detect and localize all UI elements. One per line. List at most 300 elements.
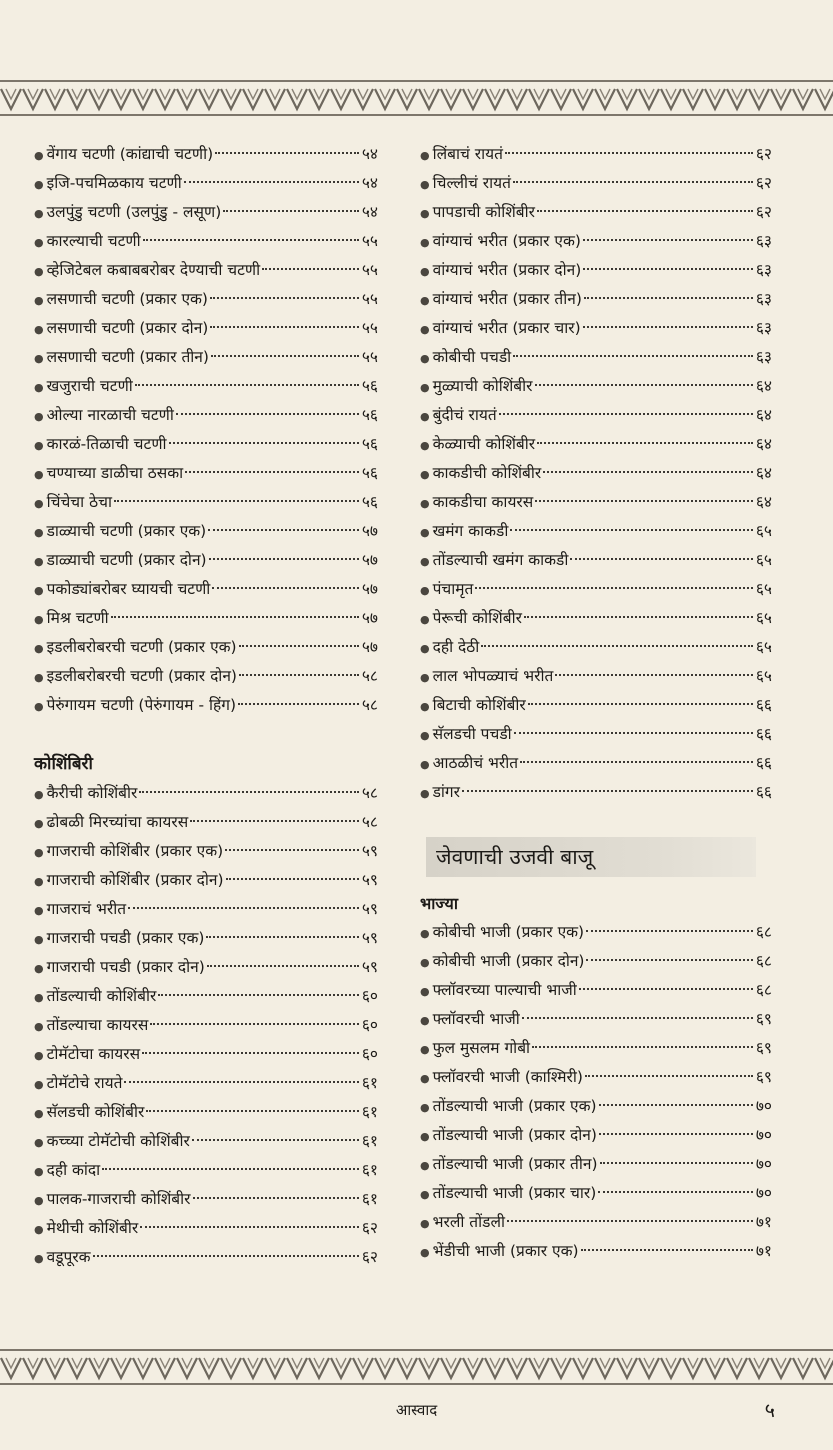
- dot-leader: [190, 820, 359, 822]
- toc-entry-title: वांग्याचं भरीत (प्रकार चार): [432, 319, 581, 337]
- dot-leader: [150, 1023, 359, 1025]
- toc-entry-title: काकडीचा कायरस: [432, 493, 534, 511]
- dot-leader: [535, 384, 753, 386]
- bullet-icon: ●: [420, 956, 430, 969]
- toc-entry-title: दही देठी: [432, 638, 480, 656]
- koshimbiri-heading: कोशिंबिरी: [34, 754, 93, 774]
- toc-entry: [34, 488, 378, 517]
- dot-leader: [158, 994, 359, 996]
- toc-entry: [34, 227, 378, 256]
- toc-entry-page: ६५: [755, 667, 772, 685]
- section-heading-box: जेवणाची उजवी बाजू: [426, 837, 756, 877]
- dot-leader: [239, 674, 359, 676]
- toc-entry-title: खमंग काकडी: [432, 522, 509, 540]
- toc-entry: [420, 1179, 772, 1208]
- dot-leader: [225, 849, 359, 851]
- toc-entry-title: कारल्याची चटणी: [46, 232, 141, 250]
- toc-entry-page: ५६: [361, 377, 378, 395]
- toc-entry: [34, 866, 378, 895]
- toc-entry: [34, 140, 378, 169]
- toc-entry: [34, 459, 378, 488]
- dot-leader: [114, 500, 359, 502]
- dot-leader: [537, 442, 753, 444]
- bullet-icon: ●: [420, 584, 430, 597]
- toc-entry-title: चण्याच्या डाळीचा ठसका: [46, 464, 184, 482]
- toc-entry-page: ५७: [361, 522, 378, 540]
- toc-entry: [34, 517, 378, 546]
- toc-entry-title: टोमॅटोचे रायते: [46, 1074, 123, 1092]
- toc-entry-page: ५९: [361, 958, 378, 976]
- toc-entry: [34, 198, 378, 227]
- bottom-decorative-border: [0, 1349, 833, 1385]
- bullet-icon: ●: [34, 294, 44, 307]
- toc-entry: [34, 430, 378, 459]
- toc-entry-title: लसणाची चटणी (प्रकार एक): [46, 290, 208, 308]
- toc-entry-title: फ्लॉवरची भाजी: [432, 1010, 520, 1028]
- dot-leader: [142, 1052, 359, 1054]
- toc-entry: [420, 1092, 772, 1121]
- bhajya-list: [420, 918, 772, 1266]
- dot-leader: [505, 152, 753, 154]
- dot-leader: [586, 930, 753, 932]
- toc-entry: [420, 1121, 772, 1150]
- bullet-icon: ●: [34, 236, 44, 249]
- zigzag-pattern-icon: [0, 1351, 833, 1383]
- dot-leader: [93, 1255, 359, 1257]
- toc-entry-title: वडूपूरक: [46, 1248, 91, 1266]
- toc-entry-title: गाजराची पचडी (प्रकार दोन): [46, 958, 205, 976]
- toc-entry-title: कच्च्या टोमॅटोची कोशिंबीर: [46, 1132, 190, 1150]
- dot-leader: [475, 587, 753, 589]
- toc-entry-page: ६३: [755, 261, 772, 279]
- toc-entry-page: ५६: [361, 406, 378, 424]
- dot-leader: [599, 1133, 753, 1135]
- bullet-icon: ●: [420, 555, 430, 568]
- toc-entry-page: ६४: [755, 435, 772, 453]
- toc-entry-title: ओल्या नारळाची चटणी: [46, 406, 174, 424]
- bullet-icon: ●: [420, 439, 430, 452]
- toc-entry: [34, 837, 378, 866]
- toc-entry: [420, 604, 772, 633]
- toc-entry-title: पापडाची कोशिंबीर: [432, 203, 536, 221]
- toc-entry: [34, 1069, 378, 1098]
- dot-leader: [176, 413, 359, 415]
- toc-entry-page: ५७: [361, 580, 378, 598]
- toc-entry-page: ६२: [755, 203, 772, 221]
- toc-entry: [34, 1098, 378, 1127]
- toc-entry-page: ६६: [755, 696, 772, 714]
- dot-leader: [184, 181, 359, 183]
- toc-entry: [420, 918, 772, 947]
- toc-entry-page: ६३: [755, 232, 772, 250]
- toc-entry: [34, 1185, 378, 1214]
- toc-entry-page: ६४: [755, 464, 772, 482]
- toc-entry-title: वांग्याचं भरीत (प्रकार एक): [432, 232, 581, 250]
- toc-entry-page: ६३: [755, 290, 772, 308]
- toc-entry-title: तोंडल्याची भाजी (प्रकार एक): [432, 1097, 597, 1115]
- toc-entry: [34, 1243, 378, 1272]
- toc-entry-page: ६५: [755, 638, 772, 656]
- dot-leader: [520, 761, 753, 763]
- bullet-icon: ●: [420, 927, 430, 940]
- bullet-icon: ●: [420, 787, 430, 800]
- toc-entry-title: सॅलडची पचडी: [432, 725, 512, 743]
- toc-entry: [420, 1005, 772, 1034]
- bullet-icon: ●: [420, 1246, 430, 1259]
- toc-entry: [34, 1011, 378, 1040]
- toc-entry: [420, 947, 772, 976]
- toc-entry: [34, 169, 378, 198]
- toc-entry: [34, 1040, 378, 1069]
- toc-entry-page: ६०: [361, 987, 378, 1005]
- toc-entry: [34, 401, 378, 430]
- dot-leader: [206, 936, 358, 938]
- toc-entry-title: कैरीची कोशिंबीर: [46, 784, 138, 802]
- dot-leader: [537, 210, 753, 212]
- toc-entry: [420, 198, 772, 227]
- dot-leader: [570, 558, 753, 560]
- dot-leader: [462, 790, 753, 792]
- bullet-icon: ●: [34, 352, 44, 365]
- toc-entry-page: ६५: [755, 551, 772, 569]
- toc-entry-page: ६६: [755, 754, 772, 772]
- toc-entry-page: ६१: [361, 1132, 378, 1150]
- toc-entry: [420, 314, 772, 343]
- toc-entry: [420, 372, 772, 401]
- bullet-icon: ●: [420, 294, 430, 307]
- bullet-icon: ●: [34, 178, 44, 191]
- bullet-icon: ●: [34, 1107, 44, 1120]
- toc-entry-page: ६९: [755, 1010, 772, 1028]
- dot-leader: [510, 529, 753, 531]
- toc-entry: [34, 633, 378, 662]
- toc-entry: [420, 546, 772, 575]
- toc-entry-title: इडलीबरोबरची चटणी (प्रकार एक): [46, 638, 237, 656]
- dot-leader: [579, 988, 753, 990]
- bullet-icon: ●: [420, 1101, 430, 1114]
- toc-entry-page: ६१: [361, 1074, 378, 1092]
- toc-entry-page: ५६: [361, 435, 378, 453]
- bhajya-heading: भाज्या: [420, 894, 458, 913]
- bullet-icon: ●: [34, 1223, 44, 1236]
- dot-leader: [223, 210, 359, 212]
- toc-entry: [420, 169, 772, 198]
- dot-leader: [169, 442, 359, 444]
- toc-entry-title: कोबीची भाजी (प्रकार दोन): [432, 952, 585, 970]
- toc-entry: [420, 343, 772, 372]
- bullet-icon: ●: [34, 1194, 44, 1207]
- bullet-icon: ●: [34, 497, 44, 510]
- toc-entry-title: वेंगाय चटणी (कांद्याची चटणी): [46, 145, 214, 163]
- bullet-icon: ●: [420, 1217, 430, 1230]
- toc-entry: [34, 1214, 378, 1243]
- dot-leader: [586, 959, 752, 961]
- toc-entry-title: केळ्याची कोशिंबीर: [432, 435, 536, 453]
- toc-entry-title: ढोबळी मिरच्यांचा कायरस: [46, 813, 189, 831]
- toc-entry-page: ६८: [755, 923, 772, 941]
- dot-leader: [238, 703, 359, 705]
- dot-leader: [210, 326, 359, 328]
- bullet-icon: ●: [34, 381, 44, 394]
- toc-entry-title: काकडीची कोशिंबीर: [432, 464, 542, 482]
- dot-leader: [215, 152, 359, 154]
- toc-entry-page: ७१: [755, 1213, 772, 1231]
- toc-entry-page: ६९: [755, 1068, 772, 1086]
- toc-entry-title: पेरूची कोशिंबीर: [432, 609, 522, 627]
- dot-leader: [135, 384, 359, 386]
- dot-leader: [499, 413, 753, 415]
- toc-entry: [420, 1237, 772, 1266]
- toc-entry-title: कारळं-तिळाची चटणी: [46, 435, 167, 453]
- toc-entry-page: ५७: [361, 551, 378, 569]
- toc-entry-page: ६९: [755, 1039, 772, 1057]
- toc-entry: [34, 691, 378, 720]
- toc-entry: [420, 575, 772, 604]
- toc-entry: [420, 140, 772, 169]
- toc-entry-page: ५८: [361, 813, 378, 831]
- toc-entry: [420, 1208, 772, 1237]
- toc-entry: [420, 459, 772, 488]
- dot-leader: [140, 1226, 359, 1228]
- toc-entry-title: आठळीचं भरीत: [432, 754, 519, 772]
- toc-entry-title: डाळ्याची चटणी (प्रकार दोन): [46, 551, 207, 569]
- bullet-icon: ●: [420, 410, 430, 423]
- toc-entry-title: भरली तोंडली: [432, 1213, 505, 1231]
- bullet-icon: ●: [420, 323, 430, 336]
- toc-entry-page: ५५: [361, 290, 378, 308]
- dot-leader: [507, 1220, 753, 1222]
- toc-entry-title: पेरुंगायम चटणी (पेरुंगायम - हिंग): [46, 696, 236, 714]
- toc-entry-title: तोंडल्याची भाजी (प्रकार दोन): [432, 1126, 597, 1144]
- toc-entry-title: लाल भोपळ्याचं भरीत: [432, 667, 554, 685]
- toc-entry-page: ५५: [361, 261, 378, 279]
- dot-leader: [111, 616, 359, 618]
- toc-entry-title: व्हेजिटेबल कबाबबरोबर देण्याची चटणी: [46, 261, 261, 279]
- toc-entry-page: ६८: [755, 981, 772, 999]
- bullet-icon: ●: [34, 846, 44, 859]
- bullet-icon: ●: [34, 265, 44, 278]
- bullet-icon: ●: [34, 817, 44, 830]
- toc-entry-title: पकोड्यांबरोबर घ्यायची चटणी: [46, 580, 211, 598]
- dot-leader: [193, 1197, 359, 1199]
- toc-entry-title: गाजराची पचडी (प्रकार एक): [46, 929, 205, 947]
- dot-leader: [128, 907, 359, 909]
- top-decorative-border: [0, 80, 833, 116]
- toc-entry-title: वांग्याचं भरीत (प्रकार दोन): [432, 261, 582, 279]
- toc-right-column: [420, 140, 772, 1266]
- toc-entry-page: ६१: [361, 1190, 378, 1208]
- dot-leader: [185, 471, 359, 473]
- bullet-icon: ●: [420, 1188, 430, 1201]
- bullet-icon: ●: [34, 1252, 44, 1265]
- toc-entry-page: ६४: [755, 493, 772, 511]
- toc-entry-page: ६२: [361, 1248, 378, 1266]
- dot-leader: [514, 732, 753, 734]
- dot-leader: [524, 616, 753, 618]
- toc-entry: [34, 343, 378, 372]
- bullet-icon: ●: [34, 933, 44, 946]
- toc-entry-title: लसणाची चटणी (प्रकार तीन): [46, 348, 209, 366]
- toc-entry: [420, 749, 772, 778]
- dot-leader: [513, 355, 753, 357]
- bullet-icon: ●: [34, 149, 44, 162]
- toc-entry: [420, 1063, 772, 1092]
- dot-leader: [226, 878, 359, 880]
- dot-leader: [598, 1191, 753, 1193]
- bullet-icon: ●: [34, 788, 44, 801]
- zigzag-pattern-icon: [0, 82, 833, 114]
- bullet-icon: ●: [420, 1043, 430, 1056]
- chutney-list: [34, 140, 378, 720]
- bullet-icon: ●: [420, 149, 430, 162]
- toc-entry-page: ७०: [755, 1155, 772, 1173]
- toc-entry-title: सॅलडची कोशिंबीर: [46, 1103, 145, 1121]
- bullet-icon: ●: [420, 1159, 430, 1172]
- toc-entry-title: कोबीची भाजी (प्रकार एक): [432, 923, 585, 941]
- dot-leader: [210, 297, 359, 299]
- toc-entry-page: ५६: [361, 464, 378, 482]
- toc-entry-page: ७०: [755, 1126, 772, 1144]
- dot-leader: [599, 1104, 753, 1106]
- toc-entry: [420, 256, 772, 285]
- dot-leader: [584, 297, 753, 299]
- dot-leader: [583, 268, 753, 270]
- koshimbiri-continued-list: [420, 140, 772, 807]
- toc-entry-title: फ्लॉवरच्या पाल्याची भाजी: [432, 981, 577, 999]
- page-number: ५: [764, 1398, 775, 1422]
- dot-leader: [192, 1139, 359, 1141]
- toc-entry: [34, 953, 378, 982]
- toc-entry-title: चिंचेचा ठेचा: [46, 493, 112, 511]
- toc-entry: [420, 662, 772, 691]
- toc-entry-title: बिटाची कोशिंबीर: [432, 696, 526, 714]
- toc-entry-title: वांग्याचं भरीत (प्रकार तीन): [432, 290, 582, 308]
- toc-entry-page: ५६: [361, 493, 378, 511]
- toc-entry-page: ६५: [755, 522, 772, 540]
- bullet-icon: ●: [420, 526, 430, 539]
- bullet-icon: ●: [34, 642, 44, 655]
- dot-leader: [143, 239, 359, 241]
- toc-entry: [34, 314, 378, 343]
- toc-entry-title: तोंडल्याची भाजी (प्रकार चार): [432, 1184, 597, 1202]
- toc-entry: [34, 372, 378, 401]
- toc-entry-page: ५८: [361, 784, 378, 802]
- toc-entry-title: बुंदीचं रायतं: [432, 406, 497, 424]
- toc-entry-title: चिल्लीचं रायतं: [432, 174, 511, 192]
- dot-leader: [124, 1081, 358, 1083]
- toc-left-column: [34, 140, 378, 1272]
- bullet-icon: ●: [420, 207, 430, 220]
- toc-entry-title: डाळ्याची चटणी (प्रकार एक): [46, 522, 207, 540]
- toc-entry-page: ६८: [755, 952, 772, 970]
- bullet-icon: ●: [34, 526, 44, 539]
- toc-entry-title: उलपुंडु चटणी (उलपुंडु - लसूण): [46, 203, 222, 221]
- toc-entry: [420, 285, 772, 314]
- dot-leader: [211, 355, 359, 357]
- bullet-icon: ●: [34, 1136, 44, 1149]
- toc-entry-title: लिंबाचं रायतं: [432, 145, 503, 163]
- toc-entry-page: ६६: [755, 783, 772, 801]
- toc-entry-page: ५५: [361, 232, 378, 250]
- toc-entry-title: पंचामृत: [432, 580, 474, 598]
- toc-entry-title: गाजराचं भरीत: [46, 900, 127, 918]
- toc-entry-page: ६२: [361, 1219, 378, 1237]
- toc-entry-title: खजुराची चटणी: [46, 377, 133, 395]
- toc-entry-page: ५९: [361, 871, 378, 889]
- toc-entry-title: मिश्र चटणी: [46, 609, 109, 627]
- toc-entry: [420, 976, 772, 1005]
- toc-entry: [34, 924, 378, 953]
- dot-leader: [139, 791, 359, 793]
- toc-entry: [420, 691, 772, 720]
- toc-entry-page: ६६: [755, 725, 772, 743]
- dot-leader: [528, 703, 753, 705]
- toc-entry-title: इजि-पचमिळकाय चटणी: [46, 174, 182, 192]
- toc-entry-page: ६५: [755, 580, 772, 598]
- bullet-icon: ●: [34, 671, 44, 684]
- bullet-icon: ●: [34, 875, 44, 888]
- bullet-icon: ●: [34, 991, 44, 1004]
- toc-entry-page: ६१: [361, 1103, 378, 1121]
- bullet-icon: ●: [420, 265, 430, 278]
- bullet-icon: ●: [420, 671, 430, 684]
- toc-entry-page: ६०: [361, 1045, 378, 1063]
- dot-leader: [481, 645, 753, 647]
- toc-entry: [34, 982, 378, 1011]
- toc-entry: [34, 575, 378, 604]
- toc-entry-page: ६२: [755, 145, 772, 163]
- dot-leader: [208, 529, 359, 531]
- toc-entry-page: ५४: [361, 145, 378, 163]
- bullet-icon: ●: [420, 497, 430, 510]
- toc-entry-page: ६१: [361, 1161, 378, 1179]
- toc-entry: [420, 430, 772, 459]
- toc-entry-title: कोबीची पचडी: [432, 348, 512, 366]
- bullet-icon: ●: [420, 613, 430, 626]
- bullet-icon: ●: [420, 381, 430, 394]
- bullet-icon: ●: [420, 700, 430, 713]
- toc-entry-title: फुल मुसलम गोबी: [432, 1039, 531, 1057]
- toc-entry-page: ७१: [755, 1242, 772, 1260]
- toc-entry-title: दही कांदा: [46, 1161, 101, 1179]
- toc-entry-page: ७०: [755, 1097, 772, 1115]
- dot-leader: [239, 645, 359, 647]
- bullet-icon: ●: [420, 758, 430, 771]
- toc-entry-title: तोंडल्याची खमंग काकडी: [432, 551, 569, 569]
- toc-entry: [420, 401, 772, 430]
- bullet-icon: ●: [34, 1049, 44, 1062]
- toc-entry-page: ५४: [361, 203, 378, 221]
- toc-entry-page: ५९: [361, 929, 378, 947]
- dot-leader: [262, 268, 359, 270]
- dot-leader: [102, 1168, 359, 1170]
- toc-entry-page: ५७: [361, 609, 378, 627]
- dot-leader: [209, 558, 359, 560]
- bullet-icon: ●: [34, 410, 44, 423]
- dot-leader: [581, 1249, 753, 1251]
- dot-leader: [513, 181, 753, 183]
- koshimbiri-list: [34, 779, 378, 1272]
- bullet-icon: ●: [420, 1014, 430, 1027]
- toc-entry: [34, 808, 378, 837]
- dot-leader: [543, 471, 753, 473]
- dot-leader: [585, 1075, 753, 1077]
- toc-entry: [34, 779, 378, 808]
- toc-entry-page: ६४: [755, 377, 772, 395]
- bullet-icon: ●: [34, 468, 44, 481]
- toc-entry-title: पालक-गाजराची कोशिंबीर: [46, 1190, 191, 1208]
- dot-leader: [146, 1110, 359, 1112]
